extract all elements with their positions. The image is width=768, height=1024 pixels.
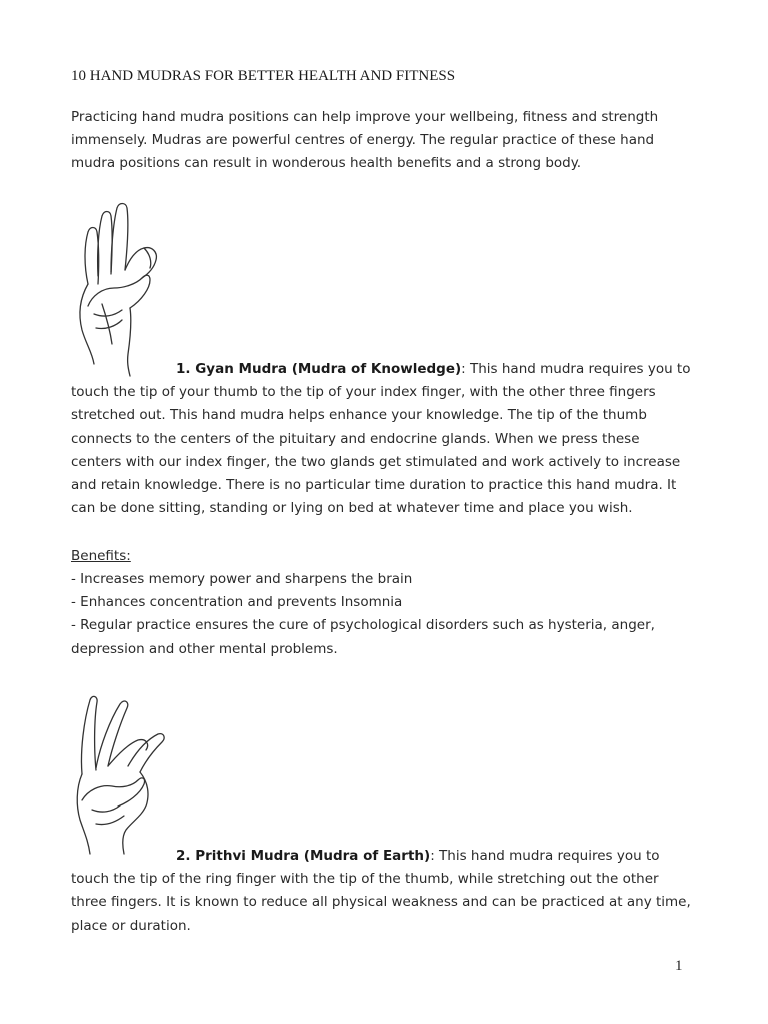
benefit-item: - Enhances concentration and prevents Insomnia: [71, 594, 403, 611]
benefit-item: - Regular practice ensures the cure of psychological disorders such as hysteria, anger, depression and other mental problems.: [71, 617, 655, 657]
section-text: : This hand mudra requires you to touch the tip of your thumb to the tip of your index finger, with the other three fingers stretched out. This hand mudra helps enhance your knowledge. The tip of the thumb connects to the centers of the pituitary and endocrine glands. When we press these centers with our index finger, the two glands get stimulated and work actively to increase and retain knowledge. There is no particular time duration to practice this hand mudra. It can be done sitting, standing or lying on bed at whatever time and place you wish.: [71, 361, 691, 517]
benefits-title: Benefits:: [71, 548, 131, 564]
section-heading: 2. Prithvi Mudra (Mudra of Earth): [176, 848, 431, 864]
section-heading: 1. Gyan Mudra (Mudra of Knowledge): [176, 361, 462, 377]
gyan-mudra-hand-illustration-icon: [66, 196, 178, 380]
section-gyan-mudra: [71, 358, 691, 520]
page-number: 1: [675, 958, 683, 974]
intro-paragraph: Practicing hand mudra positions can help improve your wellbeing, fitness and strength immensely. Mudras are powerful centres of energy. The regular practice of these hand mudra positions can result in wonderous health benefits and a strong body.: [71, 109, 659, 172]
benefit-item: - Increases memory power and sharpens the brain: [71, 571, 413, 587]
document-title: 10 HAND MUDRAS FOR BETTER HEALTH AND FITNESS: [71, 68, 456, 84]
section-prithvi-mudra: [71, 845, 691, 938]
prithvi-mudra-hand-illustration-icon: [66, 690, 186, 862]
section-text: : This hand mudra requires you to touch the tip of the ring finger with the tip of the thumb, while stretching out the other three fingers. It is known to reduce all physical weakness and can be practiced at any time, place or duration.: [71, 848, 691, 934]
benefits-list: [71, 568, 691, 661]
